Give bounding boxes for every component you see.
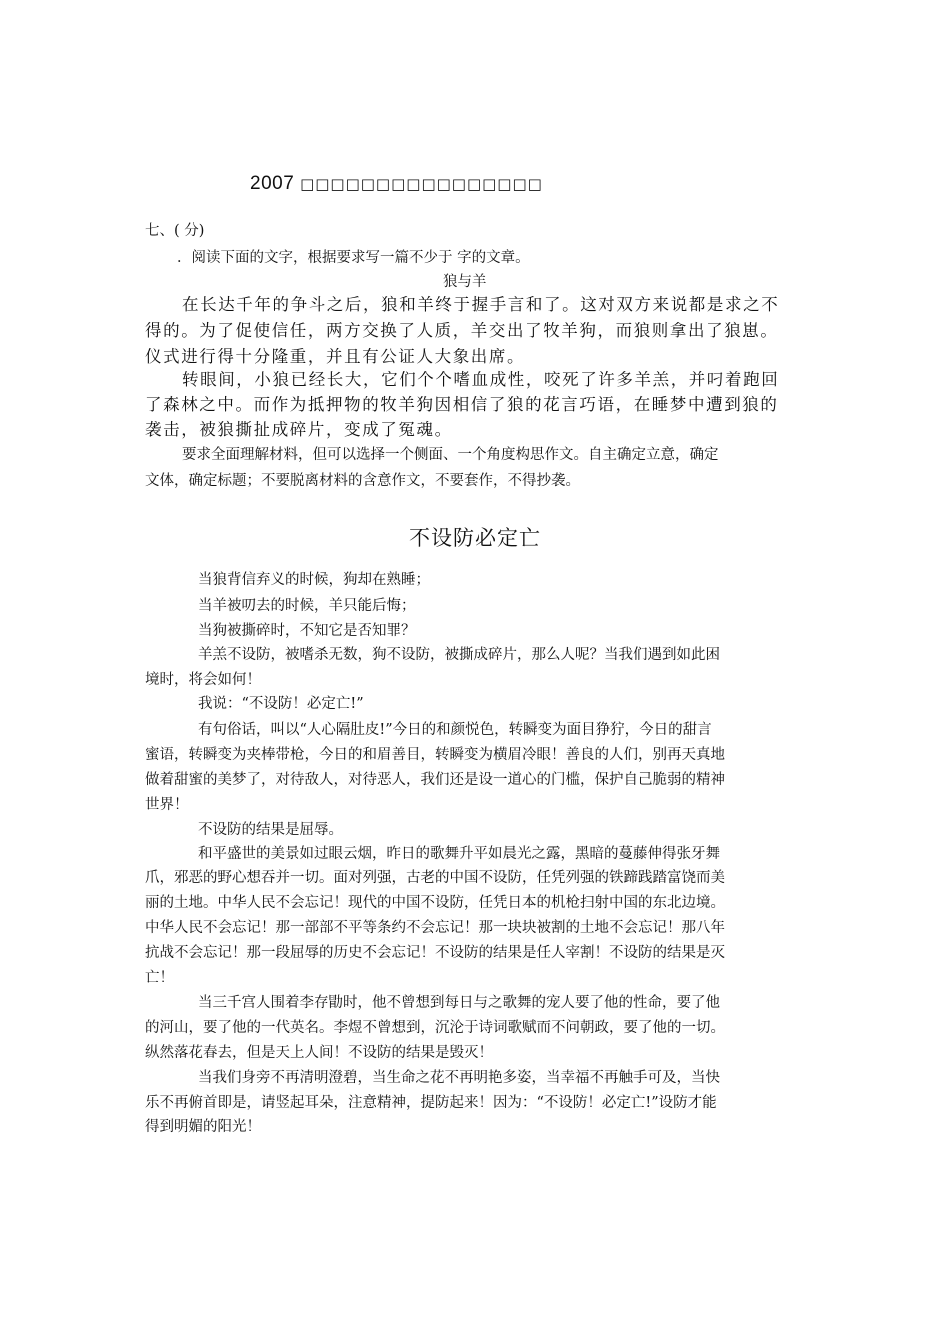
essay-line: 乐不再俯首即是，请竖起耳朵，注意精神，提防起来！因为：“不设防！必定亡!”设防才能 [145, 1095, 717, 1111]
essay-line: 亡！ [145, 970, 174, 986]
essay-line: 当我们身旁不再清明澄碧，当生命之花不再明艳多姿，当幸福不再触手可及，当快 [198, 1070, 720, 1086]
requirement-line: 文体，确定标题；不要脱离材料的含意作文，不要套作，不得抄袭。 [145, 473, 580, 489]
essay-line: 丽的土地。中华人民不会忘记！现代的中国不设防，任凭日本的机枪扫射中国的东北边境。 [145, 895, 725, 911]
essay-line: 蜜语，转瞬变为夹棒带枪，今日的和眉善目，转瞬变为横眉冷眼！善良的人们，别再天真地 [145, 747, 725, 763]
essay-line: 当三千宫人围着李存勖时，他不曾想到每日与之歌舞的宠人要了他的性命，要了他 [198, 995, 720, 1011]
essay-line: 我说：“不设防！必定亡!” [198, 696, 364, 712]
essay-line: 做着甜蜜的美梦了，对待敌人，对待恶人，我们还是设一道心的门槛，保护自己脆弱的精神 [145, 772, 725, 788]
essay-line: 的河山，要了他的一代英名。李煜不曾想到，沉沦于诗词歌赋而不问朝政，要了他的一切。 [145, 1020, 725, 1036]
essay-line: 羊羔不设防，被嗜杀无数，狗不设防，被撕成碎片，那么人呢？当我们遇到如此困 [198, 647, 720, 663]
essay-line: 有句俗话，叫以“人心隔肚皮!”今日的和颜悦色，转瞬变为面目狰狞，今日的甜言 [198, 722, 712, 738]
essay-title: 不设防必定亡 [409, 526, 541, 550]
essay-line: 当羊被叨去的时候，羊只能后悔； [198, 598, 416, 614]
story-line: 了森林之中。而作为抵押物的牧羊狗因相信了狼的花言巧语，在睡梦中遭到狼的 [145, 395, 779, 414]
title-garbled-text: □□□□□□□□□□□□□□□□ [300, 175, 543, 193]
story-line: 得的。为了促使信任，两方交换了人质，羊交出了牧羊狗，而狼则拿出了狼崽。 [145, 321, 779, 340]
story-line: 仪式进行得十分隆重，并且有公证人大象出席。 [145, 347, 526, 366]
essay-line: 不设防的结果是屈辱。 [198, 822, 343, 838]
requirement-line: 要求全面理解材料，但可以选择一个侧面、一个角度构思作文。自主确定立意，确定 [182, 447, 719, 463]
document-title [250, 173, 543, 195]
title-year: 2007 [250, 173, 295, 194]
essay-line: 中华人民不会忘记！那一部部不平等条约不会忘记！那一块块被割的土地不会忘记！那八年 [145, 920, 725, 936]
essay-line: 和平盛世的美景如过眼云烟，昨日的歌舞升平如晨光之露，黑暗的蔓藤伸得张牙舞 [198, 846, 720, 862]
essay-line: 当狼背信弃义的时候，狗却在熟睡； [198, 572, 430, 588]
essay-line: 爪，邪恶的野心想吞并一切。面对列强，古老的中国不设防，任凭列强的铁蹄践踏富饶而美 [145, 870, 725, 886]
instruction-line: ．阅读下面的文字，根据要求写一篇不少于 字的文章。 [177, 250, 530, 266]
story-line: 袭击，被狼撕扯成碎片，变成了冤魂。 [145, 420, 453, 439]
story-line: 转眼间，小狼已经长大，它们个个嗜血成性，咬死了许多羊羔，并叼着跑回 [182, 370, 780, 389]
section-heading: 七、( 分) [145, 223, 205, 239]
story-line: 在长达千年的争斗之后，狼和羊终于握手言和了。这对双方来说都是求之不 [182, 295, 780, 314]
essay-line: 得到明媚的阳光！ [145, 1119, 261, 1135]
essay-line: 纵然落花春去，但是天上人间！不设防的结果是毁灭！ [145, 1045, 493, 1061]
essay-line: 世界！ [145, 797, 189, 813]
essay-line: 抗战不会忘记！那一段屈辱的历史不会忘记！不设防的结果是任人宰割！不设防的结果是灭 [145, 945, 725, 961]
story-title: 狼与羊 [443, 274, 487, 290]
essay-line: 境时，将会如何！ [145, 672, 261, 688]
essay-line: 当狗被撕碎时，不知它是否知罪？ [198, 623, 416, 639]
